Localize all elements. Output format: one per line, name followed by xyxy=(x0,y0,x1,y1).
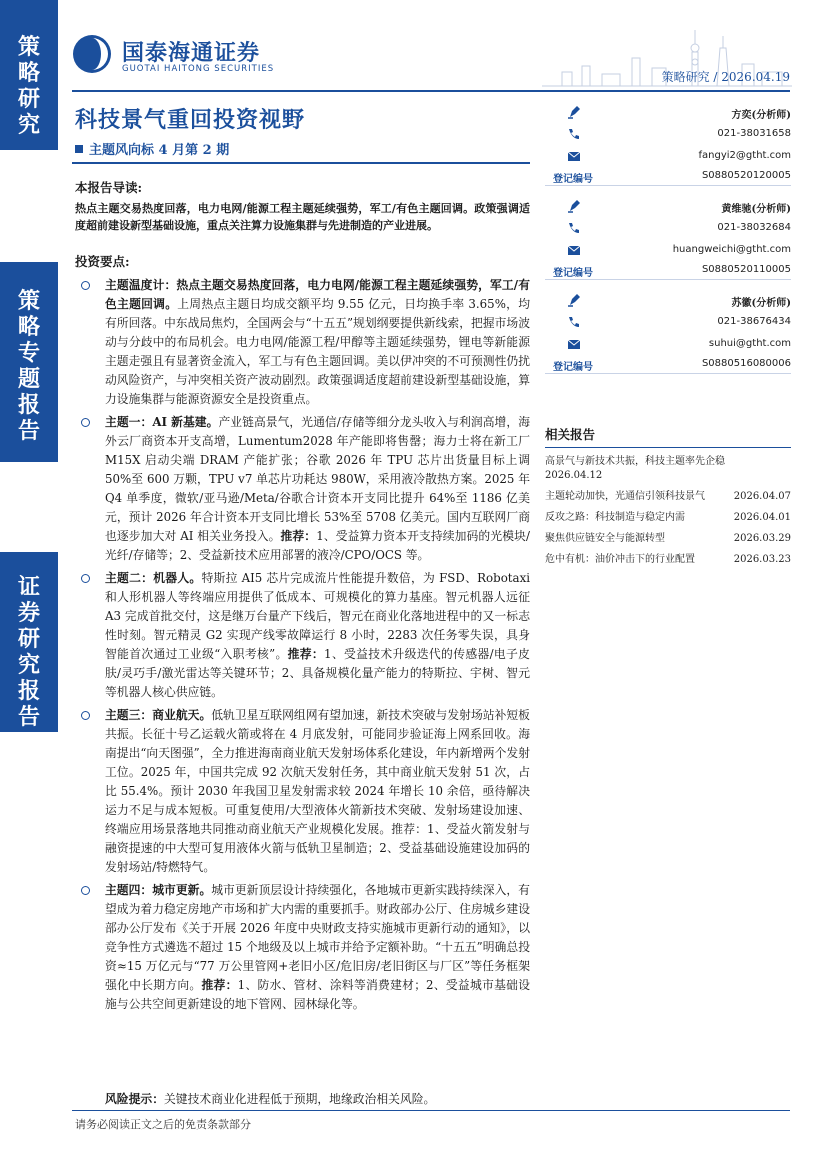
registration-label: 登记编号 xyxy=(553,174,593,185)
company-name-cn: 国泰海通证券 xyxy=(122,41,261,66)
subtitle-divider xyxy=(72,162,530,164)
point-theme-thermometer: 主题温度计：热点主题交易热度回落，电力电网/能源工程主题延续强势，军工/有色主题回调。上周热点主题日均成交额平均 9.55 亿元，日均换手率 3.65%，均有所回落。中东战局焦灼，全国两会与“十五五”规划纲要提供新线索，把握市场波动与分歧中的布局机会。电力电网/能源工程/甲醇等主题延续强势，锂电等新能源主题走强且有显著资金流入，军工与有色主题回调。美以伊冲突的不可预测性仍扰动风险资产，与冲突相关资产波动剧烈。政策强调适度超前建设新型基础设施，算力设施集群与能源资源安全是投资重点。 xyxy=(75,276,530,409)
related-report-title: 反攻之路：科技制造与稳定内需 xyxy=(545,512,685,523)
report-title: 科技景气重回投资视野 xyxy=(75,107,306,133)
related-report-item[interactable] xyxy=(545,455,791,483)
guide-heading: 本报告导读: xyxy=(75,180,143,195)
point-theme-urban-renewal: 主题四：城市更新。城市更新顶层设计持续强化，各地城市更新实践持续深入，有望成为着力稳定房地产市场和扩大内需的重要抓手。财政部办公厅、住房城乡建设部办公厅发布《关于开展 2026 年度中央财政支持实施城市更新行动的通知》，以竞争性方式遴选不超过 15 个地级及以上城市并给予定额补助。“十五五”明确总投资≈15 万亿元与“77 万公里管网+老旧小区/危旧房/老旧街区与厂区”等任务框架强化中长期方向。推荐：1、防水、管材、涂料等消费建材；2、受益城市基础设施与公共空间更新建设的地下管网、园林绿化等。 xyxy=(75,881,530,1014)
related-reports-heading: 相关报告 xyxy=(545,425,791,448)
pen-icon xyxy=(567,199,581,213)
registration-number: S0880516080006 xyxy=(701,358,791,369)
circle-bullet-icon xyxy=(81,886,90,895)
analyst-phone: 021-38031658 xyxy=(717,128,791,139)
investment-points-list xyxy=(75,276,530,1018)
sidebar-label-securities-research-report: 证 券 研 究 报 告 xyxy=(0,552,58,732)
analyst-card xyxy=(545,100,791,186)
phone-icon xyxy=(567,127,581,141)
pen-icon xyxy=(567,293,581,307)
pen-icon xyxy=(567,105,581,119)
related-report-date: 2026.04.12 xyxy=(545,470,603,481)
analyst-card xyxy=(545,288,791,374)
company-name-en: GUOTAI HAITONG SECURITIES xyxy=(122,64,275,74)
analyst-name: 苏徽(分析师) xyxy=(731,298,791,309)
email-icon xyxy=(567,337,581,351)
points-heading: 投资要点: xyxy=(75,254,130,269)
point-theme-commercial-aerospace: 主题三：商业航天。低轨卫星互联网组网有望加速，新技术突破与发射场站补短板共振。长征十号乙运载火箭或将在 4 月底发射，可能同步验证海上网系回收。海南提出“向天图强”，全力推进海南商业航天发射场体系化建设，年内新增两个发射工位。2025 年，中国共完成 92 次航天发射任务，其中商业航天发射 51 次，占比 55.4%。预计 2030 年我国卫星发射需求较 2024 年增长 10 余倍，亟待解决运力不足与成本短板。可重复使用/大型液体火箭新技术突破、发射场建设加速、终端应用场景落地共同推动商业航天产业规模化发展。推荐：1、受益火箭发射与融资提速的中大型可复用液体火箭与低轨卫星制造；2、受益基础设施建设加码的发射场站/特燃特气。 xyxy=(75,706,530,877)
related-report-item[interactable] xyxy=(545,490,791,504)
registration-label: 登记编号 xyxy=(553,362,593,373)
analyst-phone: 021-38032684 xyxy=(717,222,791,233)
company-logo-icon xyxy=(72,34,112,74)
left-sidebar xyxy=(0,0,58,1169)
analyst-name: 方奕(分析师) xyxy=(731,110,791,121)
related-report-item[interactable] xyxy=(545,532,791,546)
footer-divider xyxy=(72,1110,790,1111)
circle-bullet-icon xyxy=(81,574,90,583)
circle-bullet-icon xyxy=(81,281,90,290)
guide-text: 热点主题交易热度回落，电力电网/能源工程主题延续强势，军工/有色主题回调。政策强调适度超前建设新型基础设施，重点关注算力设施集群与先进制造的产业进展。 xyxy=(75,202,530,232)
sidebar-label-strategy-special-report: 策 略 专 题 报 告 xyxy=(0,262,58,462)
related-report-date: 2026.03.29 xyxy=(733,533,791,544)
registration-number: S0880520110005 xyxy=(701,264,791,275)
related-report-date: 2026.04.01 xyxy=(733,512,791,523)
disclaimer-note: 请务必阅读正文之后的免责条款部分 xyxy=(75,1118,251,1131)
related-report-title: 高景气与新技术共振，科技主题率先企稳 xyxy=(545,456,725,467)
circle-bullet-icon xyxy=(81,418,90,427)
circle-bullet-icon xyxy=(81,711,90,720)
related-report-item[interactable] xyxy=(545,553,791,567)
risk-warning: 风险提示：关键技术商业化进程低于预期，地缘政治相关风险。 xyxy=(105,1092,436,1106)
square-bullet-icon xyxy=(75,145,83,153)
sidebar-label-strategy-research: 策 略 研 究 xyxy=(0,0,58,150)
analyst-email[interactable]: huangweichi@gtht.com xyxy=(672,244,791,255)
related-report-item[interactable] xyxy=(545,511,791,525)
phone-icon xyxy=(567,221,581,235)
analyst-phone: 021-38676434 xyxy=(717,316,791,327)
phone-icon xyxy=(567,315,581,329)
related-report-title: 主题轮动加快，光通信引领科技景气 xyxy=(545,491,705,502)
email-icon xyxy=(567,243,581,257)
analyst-name: 黄维驰(分析师) xyxy=(721,204,791,215)
related-reports xyxy=(545,425,791,567)
registration-label: 登记编号 xyxy=(553,268,593,279)
analyst-panel xyxy=(545,100,791,382)
related-report-title: 危中有机：油价冲击下的行业配置 xyxy=(545,554,695,565)
point-theme-robotics: 主题二：机器人。特斯拉 AI5 芯片完成流片性能提升数倍，为 FSD、Robotaxi 和人形机器人等终端应用提供了低成本、可规模化的算力基座。智元机器人远征 A3 完成首批交付，这是继万台量产下线后，智元在商业化落地进程中的又一标志性时刻。智元精灵 G2 实现产线零故障运行 8 小时，2283 次任务零失误，具身智能首次通过工业级“入职考核”。推荐：1、受益技术升级迭代的传感器/电子皮肤/灵巧手/激光雷达等关键环节；2、具备规模化量产能力的特斯拉、宇树、智元等机器人核心供应链。 xyxy=(75,569,530,702)
related-report-date: 2026.04.07 xyxy=(733,491,791,502)
report-type-date: 策略研究 / 2026.04.19 xyxy=(661,70,790,84)
header-divider xyxy=(72,90,790,92)
report-subtitle: 主题风向标 4 月第 2 期 xyxy=(75,139,229,158)
analyst-card xyxy=(545,194,791,280)
registration-number: S0880520120005 xyxy=(701,170,791,181)
point-theme-ai-infrastructure: 主题一：AI 新基建。产业链高景气，光通信/存储等细分龙头收入与利润高增，海外云厂商资本开支高增，Lumentum2028 年产能即将售罄；海力士将在新工厂 M15X 启动尖端 DRAM 产能扩张；谷歌 2026 年 TPU 芯片出货量目标上调 50%至 600 万颗，TPU v7 单芯片功耗达 980W，采用液冷散热方案。2025 年 Q4 单季度，微软/亚马逊/Meta/谷歌合计资本开支同比提升 64%至 1186 亿美元，预计 2026 年合计资本开支同比增长 53%至 5708 亿美元。国内互联网厂商也逐步加大对 AI 相关业务投入。推荐：1、受益算力资本开支持续加码的光模块/光纤/存储等；2、受益新技术应用部署的液冷/CPO/OCS 等。 xyxy=(75,413,530,565)
related-report-date: 2026.03.23 xyxy=(733,554,791,565)
analyst-email[interactable]: fangyi2@gtht.com xyxy=(698,150,791,161)
related-report-title: 聚焦供应链安全与能源转型 xyxy=(545,533,665,544)
analyst-email[interactable]: suhui@gtht.com xyxy=(708,338,791,349)
email-icon xyxy=(567,149,581,163)
